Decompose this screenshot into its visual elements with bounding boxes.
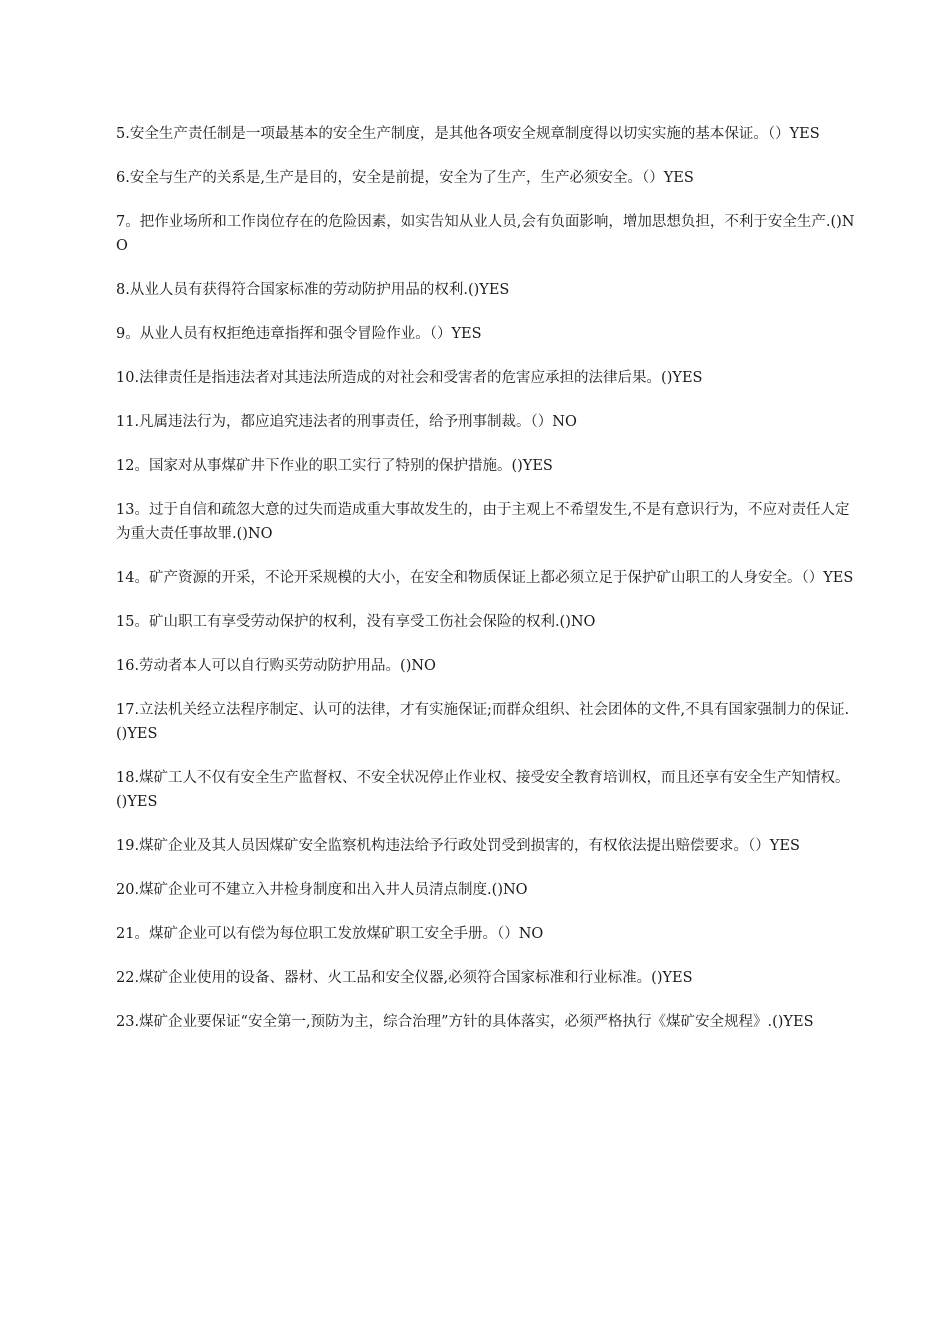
question-20: 20.煤矿企业可不建立入井检身制度和出入井人员清点制度.()NO <box>116 882 528 898</box>
question-17: 17.立法机关经立法程序制定、认可的法律，才有实施保证;而群众组织、社会团体的文件,不具有国家强制力的保证.()YES <box>116 702 850 742</box>
question-16: 16.劳动者本人可以自行购买劳动防护用品。()NO <box>116 658 436 674</box>
question-18: 18.煤矿工人不仅有安全生产监督权、不安全状况停止作业权、接受安全教育培训权，而且还享有安全生产知情权。()YES <box>116 770 850 810</box>
question-7: 7。把作业场所和工作岗位存在的危险因素，如实告知从业人员,会有负面影响，增加思想负担，不利于安全生产.()NO <box>116 214 855 254</box>
question-23: 23.煤矿企业要保证“安全第一,预防为主，综合治理”方针的具体落实，必须严格执行《煤矿安全规程》.()YES <box>116 1014 814 1030</box>
question-21: 21。煤矿企业可以有偿为每位职工发放煤矿职工安全手册。（）NO <box>116 926 544 942</box>
question-12: 12。国家对从事煤矿井下作业的职工实行了特别的保护措施。()YES <box>116 458 553 474</box>
question-19: 19.煤矿企业及其人员因煤矿安全监察机构违法给予行政处罚受到损害的，有权依法提出赔偿要求。（）YES <box>116 838 800 854</box>
question-14: 14。矿产资源的开采，不论开采规模的大小，在安全和物质保证上都必须立足于保护矿山职工的人身安全。（）YES <box>116 570 854 586</box>
question-22: 22.煤矿企业使用的设备、器材、火工品和安全仪器,必须符合国家标准和行业标准。()YES <box>116 970 693 986</box>
question-6: 6.安全与生产的关系是,生产是目的，安全是前提，安全为了生产，生产必须安全。（）YES <box>116 170 694 186</box>
question-11: 11.凡属违法行为，都应追究违法者的刑事责任，给予刑事制裁。（）NO <box>116 414 577 430</box>
question-10: 10.法律责任是指违法者对其违法所造成的对社会和受害者的危害应承担的法律后果。()YES <box>116 370 703 386</box>
question-13: 13。过于自信和疏忽大意的过失而造成重大事故发生的，由于主观上不希望发生,不是有意识行为，不应对责任人定为重大责任事故罪.()NO <box>116 502 850 542</box>
question-15: 15。矿山职工有享受劳动保护的权利，没有享受工伤社会保险的权利.()NO <box>116 614 596 630</box>
question-9: 9。从业人员有权拒绝违章指挥和强令冒险作业。（）YES <box>116 326 482 342</box>
question-8: 8.从业人员有获得符合国家标准的劳动防护用品的权利.()YES <box>116 282 510 298</box>
question-5: 5.安全生产责任制是一项最基本的安全生产制度，是其他各项安全规章制度得以切实实施的基本保证。（）YES <box>116 126 820 142</box>
